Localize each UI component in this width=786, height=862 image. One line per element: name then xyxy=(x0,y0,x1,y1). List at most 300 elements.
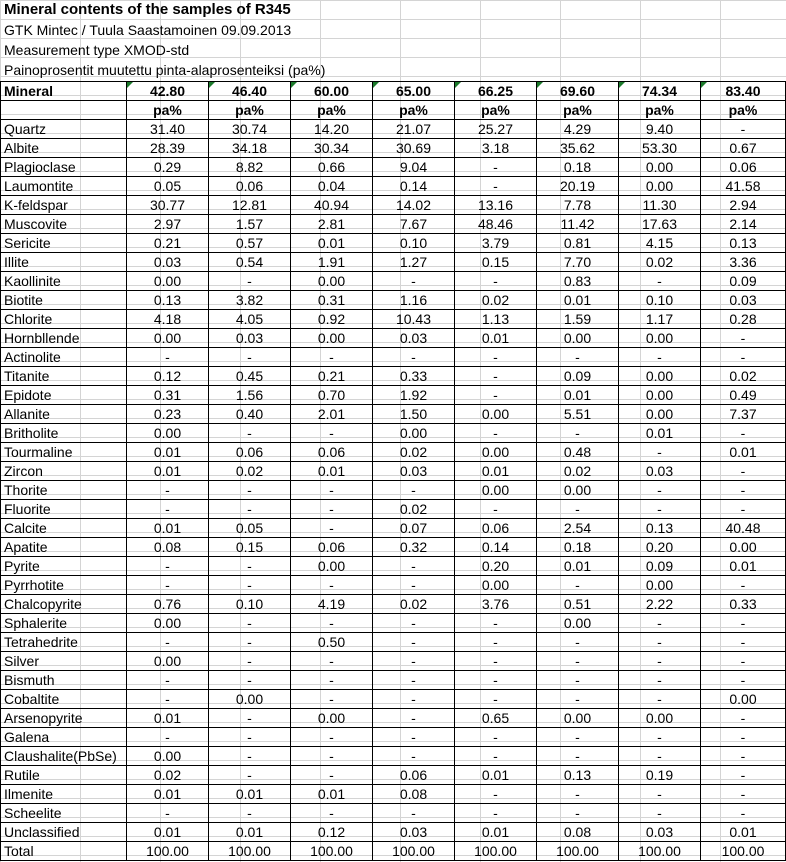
value-cell[interactable]: - xyxy=(701,614,786,633)
value-cell[interactable]: - xyxy=(455,671,537,690)
value-cell[interactable]: 0.00 xyxy=(619,177,701,196)
value-cell[interactable]: - xyxy=(209,424,291,443)
mineral-name-cell[interactable]: Thorite xyxy=(1,481,127,500)
value-cell[interactable]: 0.01 xyxy=(291,462,373,481)
sample-header-cell[interactable] xyxy=(701,82,786,101)
value-cell[interactable]: 0.33 xyxy=(373,367,455,386)
value-cell[interactable]: - xyxy=(537,424,619,443)
mineral-name-cell[interactable]: Claushalite(PbSe) xyxy=(1,747,127,766)
value-cell[interactable]: 0.00 xyxy=(455,405,537,424)
value-cell[interactable]: - xyxy=(619,690,701,709)
value-cell[interactable]: - xyxy=(291,500,373,519)
value-cell[interactable]: - xyxy=(455,690,537,709)
value-cell[interactable]: - xyxy=(619,804,701,823)
blank-header-cell[interactable] xyxy=(1,101,127,120)
mineral-name-cell[interactable]: Chlorite xyxy=(1,310,127,329)
value-cell[interactable]: - xyxy=(537,348,619,367)
unit-header-cell[interactable]: pa% xyxy=(455,101,537,120)
value-cell[interactable]: 0.00 xyxy=(291,272,373,291)
value-cell[interactable]: 1.91 xyxy=(291,253,373,272)
value-cell[interactable]: - xyxy=(455,158,537,177)
value-cell[interactable]: - xyxy=(537,747,619,766)
value-cell[interactable]: - xyxy=(373,690,455,709)
value-cell[interactable]: - xyxy=(291,348,373,367)
value-cell[interactable]: - xyxy=(373,804,455,823)
value-cell[interactable]: 1.16 xyxy=(373,291,455,310)
value-cell[interactable]: 0.92 xyxy=(291,310,373,329)
value-cell[interactable]: - xyxy=(701,804,786,823)
value-cell[interactable]: 1.17 xyxy=(619,310,701,329)
value-cell[interactable]: 100.00 xyxy=(209,842,291,861)
value-cell[interactable]: - xyxy=(701,462,786,481)
value-cell[interactable]: 34.18 xyxy=(209,139,291,158)
value-cell[interactable]: - xyxy=(209,709,291,728)
value-cell[interactable]: 0.15 xyxy=(455,253,537,272)
value-cell[interactable]: 100.00 xyxy=(619,842,701,861)
value-cell[interactable]: 0.03 xyxy=(373,462,455,481)
value-cell[interactable]: 0.09 xyxy=(537,367,619,386)
value-cell[interactable]: 41.58 xyxy=(701,177,786,196)
value-cell[interactable]: 0.02 xyxy=(619,253,701,272)
value-cell[interactable]: - xyxy=(619,671,701,690)
sample-header-cell[interactable] xyxy=(209,82,291,101)
value-cell[interactable]: 0.66 xyxy=(291,158,373,177)
value-cell[interactable]: 100.00 xyxy=(127,842,209,861)
value-cell[interactable]: 0.10 xyxy=(373,234,455,253)
value-cell[interactable]: - xyxy=(291,671,373,690)
value-cell[interactable]: 30.69 xyxy=(373,139,455,158)
value-cell[interactable]: 0.31 xyxy=(291,291,373,310)
value-cell[interactable]: 5.51 xyxy=(537,405,619,424)
value-cell[interactable]: - xyxy=(209,633,291,652)
value-cell[interactable]: 0.01 xyxy=(701,557,786,576)
mineral-name-cell[interactable]: Tourmaline xyxy=(1,443,127,462)
value-cell[interactable]: 0.33 xyxy=(701,595,786,614)
value-cell[interactable]: 0.01 xyxy=(537,291,619,310)
mineral-name-cell[interactable]: Zircon xyxy=(1,462,127,481)
value-cell[interactable]: 0.00 xyxy=(373,424,455,443)
mineral-name-cell[interactable]: Scheelite xyxy=(1,804,127,823)
value-cell[interactable]: 1.13 xyxy=(455,310,537,329)
value-cell[interactable]: 0.01 xyxy=(455,462,537,481)
value-cell[interactable]: 0.00 xyxy=(455,576,537,595)
value-cell[interactable]: 9.40 xyxy=(619,120,701,139)
value-cell[interactable]: 0.81 xyxy=(537,234,619,253)
value-cell[interactable]: 0.01 xyxy=(701,823,786,842)
value-cell[interactable]: 0.00 xyxy=(619,576,701,595)
value-cell[interactable]: 0.18 xyxy=(537,538,619,557)
value-cell[interactable]: 4.05 xyxy=(209,310,291,329)
value-cell[interactable]: 0.09 xyxy=(619,557,701,576)
value-cell[interactable]: - xyxy=(127,500,209,519)
value-cell[interactable]: 0.00 xyxy=(537,481,619,500)
mineral-name-cell[interactable]: Albite xyxy=(1,139,127,158)
value-cell[interactable]: - xyxy=(373,481,455,500)
value-cell[interactable]: 0.40 xyxy=(209,405,291,424)
value-cell[interactable]: - xyxy=(701,348,786,367)
value-cell[interactable]: 0.01 xyxy=(537,386,619,405)
value-cell[interactable]: 0.29 xyxy=(127,158,209,177)
value-cell[interactable]: - xyxy=(537,652,619,671)
value-cell[interactable]: - xyxy=(373,652,455,671)
value-cell[interactable]: 3.79 xyxy=(455,234,537,253)
value-cell[interactable]: 0.21 xyxy=(291,367,373,386)
mineral-name-cell[interactable]: K-feldspar xyxy=(1,196,127,215)
value-cell[interactable]: - xyxy=(537,576,619,595)
value-cell[interactable]: 7.67 xyxy=(373,215,455,234)
mineral-name-cell[interactable]: Chalcopyrite xyxy=(1,595,127,614)
value-cell[interactable]: 2.54 xyxy=(537,519,619,538)
mineral-name-cell[interactable]: Sphalerite xyxy=(1,614,127,633)
value-cell[interactable]: 0.21 xyxy=(127,234,209,253)
value-cell[interactable]: 0.03 xyxy=(701,291,786,310)
value-cell[interactable]: 40.48 xyxy=(701,519,786,538)
value-cell[interactable]: - xyxy=(701,671,786,690)
unit-header-cell[interactable]: pa% xyxy=(127,101,209,120)
value-cell[interactable]: - xyxy=(291,652,373,671)
sample-header-cell[interactable] xyxy=(619,82,701,101)
value-cell[interactable]: - xyxy=(701,747,786,766)
value-cell[interactable]: 2.01 xyxy=(291,405,373,424)
value-cell[interactable]: 0.02 xyxy=(127,766,209,785)
value-cell[interactable]: 21.07 xyxy=(373,120,455,139)
value-cell[interactable]: 0.01 xyxy=(701,443,786,462)
value-cell[interactable]: 0.05 xyxy=(127,177,209,196)
value-cell[interactable]: 0.14 xyxy=(373,177,455,196)
value-cell[interactable]: 0.32 xyxy=(373,538,455,557)
value-cell[interactable]: 0.01 xyxy=(537,557,619,576)
value-cell[interactable]: 0.31 xyxy=(127,386,209,405)
mineral-name-cell[interactable]: Galena xyxy=(1,728,127,747)
value-cell[interactable]: 0.06 xyxy=(455,519,537,538)
mineral-name-cell[interactable]: Britholite xyxy=(1,424,127,443)
value-cell[interactable]: - xyxy=(373,747,455,766)
value-cell[interactable]: - xyxy=(455,424,537,443)
value-cell[interactable]: 1.92 xyxy=(373,386,455,405)
value-cell[interactable]: 0.00 xyxy=(127,652,209,671)
value-cell[interactable]: 100.00 xyxy=(373,842,455,861)
value-cell[interactable]: - xyxy=(619,614,701,633)
value-cell[interactable]: 0.49 xyxy=(701,386,786,405)
value-cell[interactable]: 0.00 xyxy=(127,424,209,443)
value-cell[interactable]: - xyxy=(455,177,537,196)
value-cell[interactable]: 100.00 xyxy=(455,842,537,861)
value-cell[interactable]: 0.00 xyxy=(537,709,619,728)
mineral-name-cell[interactable]: Biotite xyxy=(1,291,127,310)
value-cell[interactable]: 0.54 xyxy=(209,253,291,272)
value-cell[interactable]: 0.57 xyxy=(209,234,291,253)
value-cell[interactable]: 0.09 xyxy=(701,272,786,291)
value-cell[interactable]: - xyxy=(537,804,619,823)
value-cell[interactable]: 0.01 xyxy=(455,329,537,348)
value-cell[interactable]: 0.08 xyxy=(127,538,209,557)
value-cell[interactable]: 0.03 xyxy=(127,253,209,272)
value-cell[interactable]: - xyxy=(209,348,291,367)
value-cell[interactable]: 0.67 xyxy=(701,139,786,158)
value-cell[interactable]: 0.03 xyxy=(209,329,291,348)
value-cell[interactable]: - xyxy=(291,576,373,595)
value-cell[interactable]: 0.18 xyxy=(537,158,619,177)
mineral-name-cell[interactable]: Bismuth xyxy=(1,671,127,690)
value-cell[interactable]: 0.02 xyxy=(373,443,455,462)
value-cell[interactable]: - xyxy=(701,633,786,652)
mineral-name-cell[interactable]: Titanite xyxy=(1,367,127,386)
value-cell[interactable]: 0.12 xyxy=(127,367,209,386)
value-cell[interactable]: - xyxy=(619,348,701,367)
value-cell[interactable]: - xyxy=(373,709,455,728)
value-cell[interactable]: 0.13 xyxy=(537,766,619,785)
value-cell[interactable]: 2.14 xyxy=(701,215,786,234)
value-cell[interactable]: - xyxy=(701,576,786,595)
value-cell[interactable]: - xyxy=(701,481,786,500)
value-cell[interactable]: 0.01 xyxy=(127,785,209,804)
mineral-name-cell[interactable]: Illite xyxy=(1,253,127,272)
value-cell[interactable]: 0.00 xyxy=(619,386,701,405)
sample-header-cell[interactable] xyxy=(291,82,373,101)
value-cell[interactable]: - xyxy=(373,671,455,690)
value-cell[interactable]: 53.30 xyxy=(619,139,701,158)
value-cell[interactable]: 7.70 xyxy=(537,253,619,272)
sample-header-cell[interactable] xyxy=(127,82,209,101)
value-cell[interactable]: - xyxy=(127,690,209,709)
value-cell[interactable]: 0.01 xyxy=(291,234,373,253)
value-cell[interactable]: 0.76 xyxy=(127,595,209,614)
mineral-name-cell[interactable]: Allanite xyxy=(1,405,127,424)
value-cell[interactable]: - xyxy=(209,272,291,291)
value-cell[interactable]: 0.01 xyxy=(209,823,291,842)
value-cell[interactable]: 0.48 xyxy=(537,443,619,462)
value-cell[interactable]: - xyxy=(209,500,291,519)
mineral-name-cell[interactable]: Muscovite xyxy=(1,215,127,234)
unit-header-cell[interactable]: pa% xyxy=(291,101,373,120)
mineral-name-cell[interactable]: Apatite xyxy=(1,538,127,557)
mineral-name-cell[interactable]: Arsenopyrite xyxy=(1,709,127,728)
value-cell[interactable]: - xyxy=(373,576,455,595)
value-cell[interactable]: - xyxy=(701,329,786,348)
value-cell[interactable]: - xyxy=(291,424,373,443)
value-cell[interactable]: 30.77 xyxy=(127,196,209,215)
value-cell[interactable]: 3.18 xyxy=(455,139,537,158)
value-cell[interactable]: 2.94 xyxy=(701,196,786,215)
mineral-column-header[interactable]: Mineral xyxy=(1,82,127,101)
mineral-name-cell[interactable]: Pyrite xyxy=(1,557,127,576)
value-cell[interactable]: 30.34 xyxy=(291,139,373,158)
value-cell[interactable]: 0.00 xyxy=(619,329,701,348)
value-cell[interactable]: - xyxy=(127,728,209,747)
value-cell[interactable]: - xyxy=(291,747,373,766)
value-cell[interactable]: 0.01 xyxy=(619,424,701,443)
value-cell[interactable]: 10.43 xyxy=(373,310,455,329)
value-cell[interactable]: 100.00 xyxy=(291,842,373,861)
value-cell[interactable]: - xyxy=(127,481,209,500)
mineral-name-cell[interactable]: Actinolite xyxy=(1,348,127,367)
value-cell[interactable]: - xyxy=(537,690,619,709)
value-cell[interactable]: - xyxy=(537,785,619,804)
value-cell[interactable]: 35.62 xyxy=(537,139,619,158)
value-cell[interactable]: 0.03 xyxy=(373,329,455,348)
value-cell[interactable]: - xyxy=(537,633,619,652)
value-cell[interactable]: 0.00 xyxy=(619,709,701,728)
value-cell[interactable]: 11.30 xyxy=(619,196,701,215)
mineral-name-cell[interactable]: Fluorite xyxy=(1,500,127,519)
value-cell[interactable]: 0.00 xyxy=(619,367,701,386)
value-cell[interactable]: 3.36 xyxy=(701,253,786,272)
value-cell[interactable]: 0.00 xyxy=(127,614,209,633)
unit-header-cell[interactable]: pa% xyxy=(537,101,619,120)
value-cell[interactable]: - xyxy=(455,728,537,747)
value-cell[interactable]: 0.07 xyxy=(373,519,455,538)
value-cell[interactable]: 0.01 xyxy=(127,823,209,842)
value-cell[interactable]: 0.00 xyxy=(701,538,786,557)
value-cell[interactable]: 0.03 xyxy=(373,823,455,842)
mineral-name-cell[interactable]: Quartz xyxy=(1,120,127,139)
value-cell[interactable]: 9.04 xyxy=(373,158,455,177)
value-cell[interactable]: 0.05 xyxy=(209,519,291,538)
value-cell[interactable]: - xyxy=(619,785,701,804)
value-cell[interactable]: - xyxy=(455,500,537,519)
value-cell[interactable]: - xyxy=(373,272,455,291)
value-cell[interactable]: 20.19 xyxy=(537,177,619,196)
value-cell[interactable]: - xyxy=(291,804,373,823)
value-cell[interactable]: 0.13 xyxy=(619,519,701,538)
value-cell[interactable]: 0.20 xyxy=(619,538,701,557)
value-cell[interactable]: 0.13 xyxy=(127,291,209,310)
value-cell[interactable]: 0.06 xyxy=(209,177,291,196)
unit-header-cell[interactable]: pa% xyxy=(701,101,786,120)
value-cell[interactable]: 0.50 xyxy=(291,633,373,652)
value-cell[interactable]: - xyxy=(455,614,537,633)
value-cell[interactable]: - xyxy=(373,633,455,652)
value-cell[interactable]: 0.06 xyxy=(291,443,373,462)
mineral-name-cell[interactable]: Cobaltite xyxy=(1,690,127,709)
value-cell[interactable]: - xyxy=(701,785,786,804)
value-cell[interactable]: - xyxy=(209,481,291,500)
value-cell[interactable]: - xyxy=(619,443,701,462)
value-cell[interactable]: 40.94 xyxy=(291,196,373,215)
value-cell[interactable]: 2.81 xyxy=(291,215,373,234)
value-cell[interactable]: - xyxy=(209,804,291,823)
value-cell[interactable]: 0.01 xyxy=(455,823,537,842)
value-cell[interactable]: 0.02 xyxy=(373,500,455,519)
value-cell[interactable]: 13.16 xyxy=(455,196,537,215)
unit-header-cell[interactable]: pa% xyxy=(209,101,291,120)
value-cell[interactable]: 1.56 xyxy=(209,386,291,405)
mineral-name-cell[interactable]: Ilmenite xyxy=(1,785,127,804)
value-cell[interactable]: 0.01 xyxy=(291,785,373,804)
value-cell[interactable]: - xyxy=(455,272,537,291)
mineral-name-cell[interactable]: Kaollinite xyxy=(1,272,127,291)
value-cell[interactable]: 31.40 xyxy=(127,120,209,139)
value-cell[interactable]: 100.00 xyxy=(537,842,619,861)
value-cell[interactable]: - xyxy=(291,766,373,785)
value-cell[interactable]: - xyxy=(209,614,291,633)
value-cell[interactable]: - xyxy=(619,747,701,766)
value-cell[interactable]: 4.18 xyxy=(127,310,209,329)
value-cell[interactable]: 0.12 xyxy=(291,823,373,842)
value-cell[interactable]: 1.27 xyxy=(373,253,455,272)
value-cell[interactable]: - xyxy=(619,481,701,500)
value-cell[interactable]: - xyxy=(701,120,786,139)
value-cell[interactable]: - xyxy=(127,804,209,823)
value-cell[interactable]: - xyxy=(455,652,537,671)
value-cell[interactable]: 0.00 xyxy=(209,690,291,709)
value-cell[interactable]: 2.97 xyxy=(127,215,209,234)
value-cell[interactable]: 0.02 xyxy=(537,462,619,481)
value-cell[interactable]: 0.00 xyxy=(127,329,209,348)
value-cell[interactable]: - xyxy=(373,728,455,747)
value-cell[interactable]: 7.37 xyxy=(701,405,786,424)
value-cell[interactable]: - xyxy=(701,424,786,443)
unit-header-cell[interactable]: pa% xyxy=(373,101,455,120)
value-cell[interactable]: - xyxy=(127,557,209,576)
value-cell[interactable]: - xyxy=(291,519,373,538)
mineral-name-cell[interactable]: Hornbllende xyxy=(1,329,127,348)
value-cell[interactable]: - xyxy=(619,728,701,747)
mineral-name-cell[interactable]: Rutile xyxy=(1,766,127,785)
value-cell[interactable]: - xyxy=(291,481,373,500)
value-cell[interactable]: 0.10 xyxy=(209,595,291,614)
value-cell[interactable]: 0.00 xyxy=(537,329,619,348)
value-cell[interactable]: 3.76 xyxy=(455,595,537,614)
value-cell[interactable]: 0.00 xyxy=(455,443,537,462)
mineral-name-cell[interactable]: Silver xyxy=(1,652,127,671)
value-cell[interactable]: - xyxy=(701,766,786,785)
sample-header-cell[interactable] xyxy=(537,82,619,101)
value-cell[interactable]: - xyxy=(619,500,701,519)
value-cell[interactable]: 28.39 xyxy=(127,139,209,158)
value-cell[interactable]: 0.01 xyxy=(127,443,209,462)
value-cell[interactable]: - xyxy=(455,367,537,386)
value-cell[interactable]: - xyxy=(701,652,786,671)
value-cell[interactable]: - xyxy=(209,747,291,766)
value-cell[interactable]: 30.74 xyxy=(209,120,291,139)
value-cell[interactable]: - xyxy=(209,557,291,576)
value-cell[interactable]: 0.02 xyxy=(373,595,455,614)
value-cell[interactable]: 25.27 xyxy=(455,120,537,139)
value-cell[interactable]: 100.00 xyxy=(701,842,786,861)
value-cell[interactable]: - xyxy=(455,804,537,823)
value-cell[interactable]: - xyxy=(537,671,619,690)
value-cell[interactable]: 0.03 xyxy=(619,823,701,842)
value-cell[interactable]: 4.15 xyxy=(619,234,701,253)
value-cell[interactable]: 1.59 xyxy=(537,310,619,329)
sample-header-cell[interactable] xyxy=(373,82,455,101)
value-cell[interactable]: 0.00 xyxy=(455,481,537,500)
value-cell[interactable]: 0.02 xyxy=(701,367,786,386)
value-cell[interactable]: 0.01 xyxy=(127,519,209,538)
value-cell[interactable]: 0.00 xyxy=(291,709,373,728)
mineral-name-cell[interactable]: Tetrahedrite xyxy=(1,633,127,652)
value-cell[interactable]: - xyxy=(455,785,537,804)
value-cell[interactable]: - xyxy=(701,709,786,728)
value-cell[interactable]: 0.20 xyxy=(455,557,537,576)
value-cell[interactable]: 3.82 xyxy=(209,291,291,310)
value-cell[interactable]: 1.50 xyxy=(373,405,455,424)
value-cell[interactable]: 0.14 xyxy=(455,538,537,557)
value-cell[interactable]: - xyxy=(619,652,701,671)
value-cell[interactable]: - xyxy=(373,614,455,633)
mineral-name-cell[interactable]: Epidote xyxy=(1,386,127,405)
value-cell[interactable]: 7.78 xyxy=(537,196,619,215)
value-cell[interactable]: 0.00 xyxy=(537,614,619,633)
value-cell[interactable]: - xyxy=(537,728,619,747)
value-cell[interactable]: - xyxy=(291,614,373,633)
value-cell[interactable]: 0.28 xyxy=(701,310,786,329)
value-cell[interactable]: 11.42 xyxy=(537,215,619,234)
value-cell[interactable]: - xyxy=(209,652,291,671)
value-cell[interactable]: 0.19 xyxy=(619,766,701,785)
mineral-name-cell[interactable]: Total xyxy=(1,842,127,861)
